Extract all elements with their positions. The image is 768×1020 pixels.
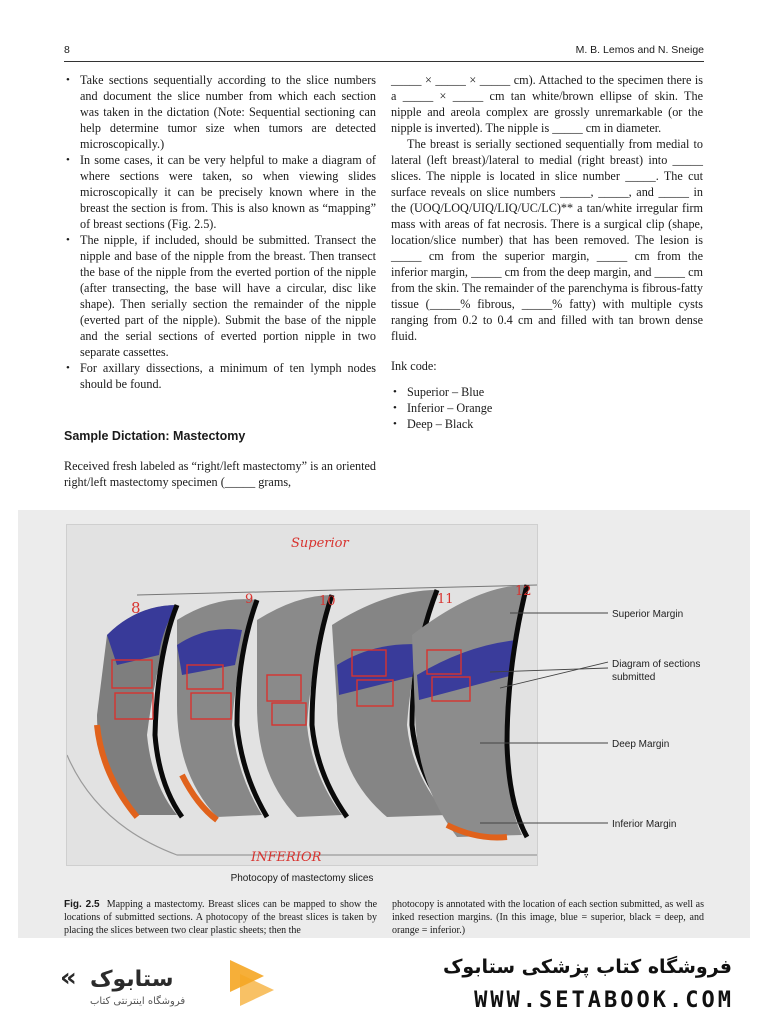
handwritten-inferior: INFERIOR	[251, 850, 322, 865]
handwritten-superior: Superior	[291, 536, 349, 551]
running-head	[64, 44, 704, 62]
left-column	[64, 72, 376, 490]
dictation-paragraph: _____ × _____ × _____ cm). Attached to the specimen there is a _____ × _____ cm tan white/brown ellipse of skin. The nipple and areola complex are grossly unremarkable (or the nipple is inverted). The nipple is _____ cm in diameter.	[391, 73, 703, 135]
figure-caption-col-1	[64, 898, 377, 937]
section-heading: Sample Dictation: Mastectomy	[64, 429, 246, 443]
ink-item: • Inferior – Orange	[391, 400, 703, 416]
slice-number: 11	[437, 592, 454, 607]
slice-number: 10	[319, 594, 336, 609]
bullet-list	[64, 72, 376, 392]
callout-deep-margin: Deep Margin	[612, 739, 670, 750]
figure-caption-text: Mapping a mastectomy. Breast slices can be mapped to show the locations of submitted sections. A photocopy of the breast slices is taken by placing the slices between two clear plastic sheets; then the	[64, 899, 378, 936]
slice-number: 8	[131, 599, 141, 617]
setabook-logo	[40, 952, 280, 1012]
svg-text:«: «	[60, 963, 77, 993]
running-head-authors: M. B. Lemos and N. Sneige	[575, 44, 704, 56]
svg-text:ستابوک: ستابوک	[90, 967, 174, 992]
publisher-footer	[0, 940, 768, 1020]
logo-mark-icon	[40, 952, 280, 1012]
page-number: 8	[64, 44, 70, 56]
ink-code-heading: Ink code:	[391, 359, 437, 373]
callout-diagram: Diagram of sections submitted	[612, 659, 701, 683]
callout-inferior-margin: Inferior Margin	[612, 819, 677, 830]
slice-number: 9	[245, 592, 254, 607]
right-column	[391, 72, 703, 432]
ink-item: • Deep – Black	[391, 416, 703, 432]
callout-leader-lines	[480, 600, 612, 840]
store-url-part: BOOK.COM	[604, 988, 734, 1013]
slice-number: 12	[515, 584, 532, 599]
mastectomy-photocopy	[66, 524, 538, 866]
dictation-paragraph: Received fresh labeled as “right/left mastectomy” is an oriented right/left mastectomy specimen (_____ grams,	[64, 459, 376, 489]
store-url[interactable]	[474, 988, 734, 1013]
header-rule	[64, 61, 704, 62]
store-url-part: WWW.SETA	[474, 988, 605, 1013]
callout-superior-margin: Superior Margin	[612, 609, 684, 620]
bullet-text: In some cases, it can be very helpful to make a diagram of where sections were taken, so when viewing slides microscopically it can be precisely known where in the breast the section is from. This is also known as “mapping” of breast sections (Fig. 2.5).	[80, 153, 376, 231]
figure-label: Fig. 2.5	[64, 899, 100, 910]
store-title: فروشگاه کتاب پزشکی ستابوک	[442, 956, 732, 978]
svg-text:فروشگاه اینترنتی کتاب: فروشگاه اینترنتی کتاب	[90, 996, 186, 1007]
ink-code-list	[391, 384, 703, 432]
bullet-item: • The nipple, if included, should be submitted. Transect the nipple and base of the nipple from the breast. Then transect the base of the nipple from the everted portion of the nipple (after transecting, the base will have a circular, disc like shape). Then serially section the remainder of the nipple (everted part of the nipple). Submit the base of the nipple and the serial sections of everted portion nipple in two separate cassettes.	[64, 232, 376, 360]
figure-caption-col-2: photocopy is annotated with the location of each section submitted, as well as inked resection margins. (In this image, blue = superior, black = deep, and orange = inferior.)	[392, 899, 704, 936]
bullet-item: • Take sections sequentially according to the slice numbers and document the slice number from which each section was taken in the dictation (Note: Sequential sectioning can help determine tumor size when tumors are detected microscopically.)	[64, 72, 376, 152]
ink-item: • Superior – Blue	[391, 384, 703, 400]
mastectomy-slices-illustration	[67, 525, 538, 866]
photo-caption: Photocopy of mastectomy slices	[230, 873, 374, 884]
dictation-paragraph: The breast is serially sectioned sequentially from medial to lateral (left breast)/lateral to medial (right breast) into _____ slices. The nipple is located in slice number _____. The cut surface reveals on slice numbers _____, _____, and _____ in the (UOQ/LOQ/UIQ/LIQ/UC/LC)** a tan/white irregular firm mass with areas of fat necrosis. There is a surgical clip (shape, location/slice number) that has been removed. The lesion is _____ cm from the superior margin, _____ cm from the inferior margin, _____ cm from the deep margin, and _____ cm from the skin. The remainder of the parenchyma is fibrous-fatty tissue (_____% fibrous, _____% fatty) with multiple cysts ranging from 0.2 to 0.4 cm and filled with tan brown dense fluid.	[391, 137, 703, 343]
bullet-item: • For axillary dissections, a minimum of ten lymph nodes should be found.	[64, 360, 376, 392]
bullet-item	[64, 152, 376, 232]
